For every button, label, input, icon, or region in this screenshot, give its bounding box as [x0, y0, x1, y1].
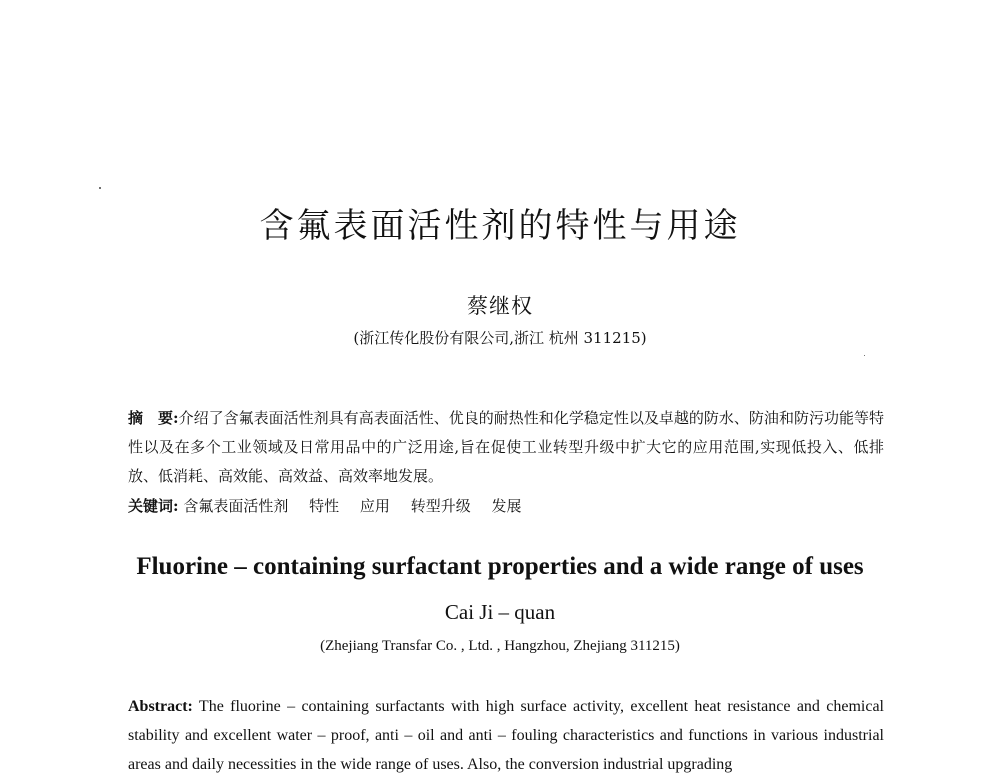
english-abstract-label: Abstract:	[128, 698, 193, 715]
chinese-abstract	[128, 404, 884, 491]
keyword: 含氟表面活性剂	[183, 497, 289, 515]
chinese-keywords	[128, 492, 884, 521]
english-author: Cai Ji – quan	[444, 600, 556, 624]
keyword: 特性	[309, 497, 340, 515]
keyword: 应用	[359, 497, 390, 515]
chinese-abstract-text: 介绍了含氟表面活性剂具有高表面活性、优良的耐热性和化学稳定性以及卓越的防水、防油和防污功能等特性以及在多个工业领域及日常用品中的广泛用途,旨在促使工业转型升级中扩大它的应用范围,实现低投入、低排放、低消耗、高效能、高效益、高效率地发展。	[128, 409, 884, 485]
english-abstract-text: The fluorine – containing surfactants with high surface activity, excellent heat resistance and chemical stability and excellent water – proof, anti – oil and anti – fouling characteristics and functions in various industrial areas and daily necessities in the wide range of uses. Also, the conversion industrial upgrading	[128, 698, 884, 773]
chinese-title: 含氟表面活性剂的特性与用途	[259, 206, 741, 246]
chinese-keywords-label: 关键词:	[128, 497, 179, 515]
english-affiliation: (Zhejiang Transfar Co. , Ltd. , Hangzhou, Zhejiang 311215)	[320, 638, 680, 654]
chinese-affiliation: (浙江传化股份有限公司,浙江 杭州 311215)	[353, 329, 647, 347]
scan-speck	[99, 187, 101, 189]
scan-speck	[864, 355, 865, 356]
chinese-abstract-label: 摘 要:	[128, 409, 179, 427]
english-title: Fluorine – containing surfactant properties and a wide range of uses	[136, 553, 864, 580]
keyword: 转型升级	[410, 497, 471, 515]
chinese-author: 蔡继权	[467, 294, 533, 318]
english-abstract	[128, 692, 884, 779]
keyword: 发展	[491, 497, 522, 515]
